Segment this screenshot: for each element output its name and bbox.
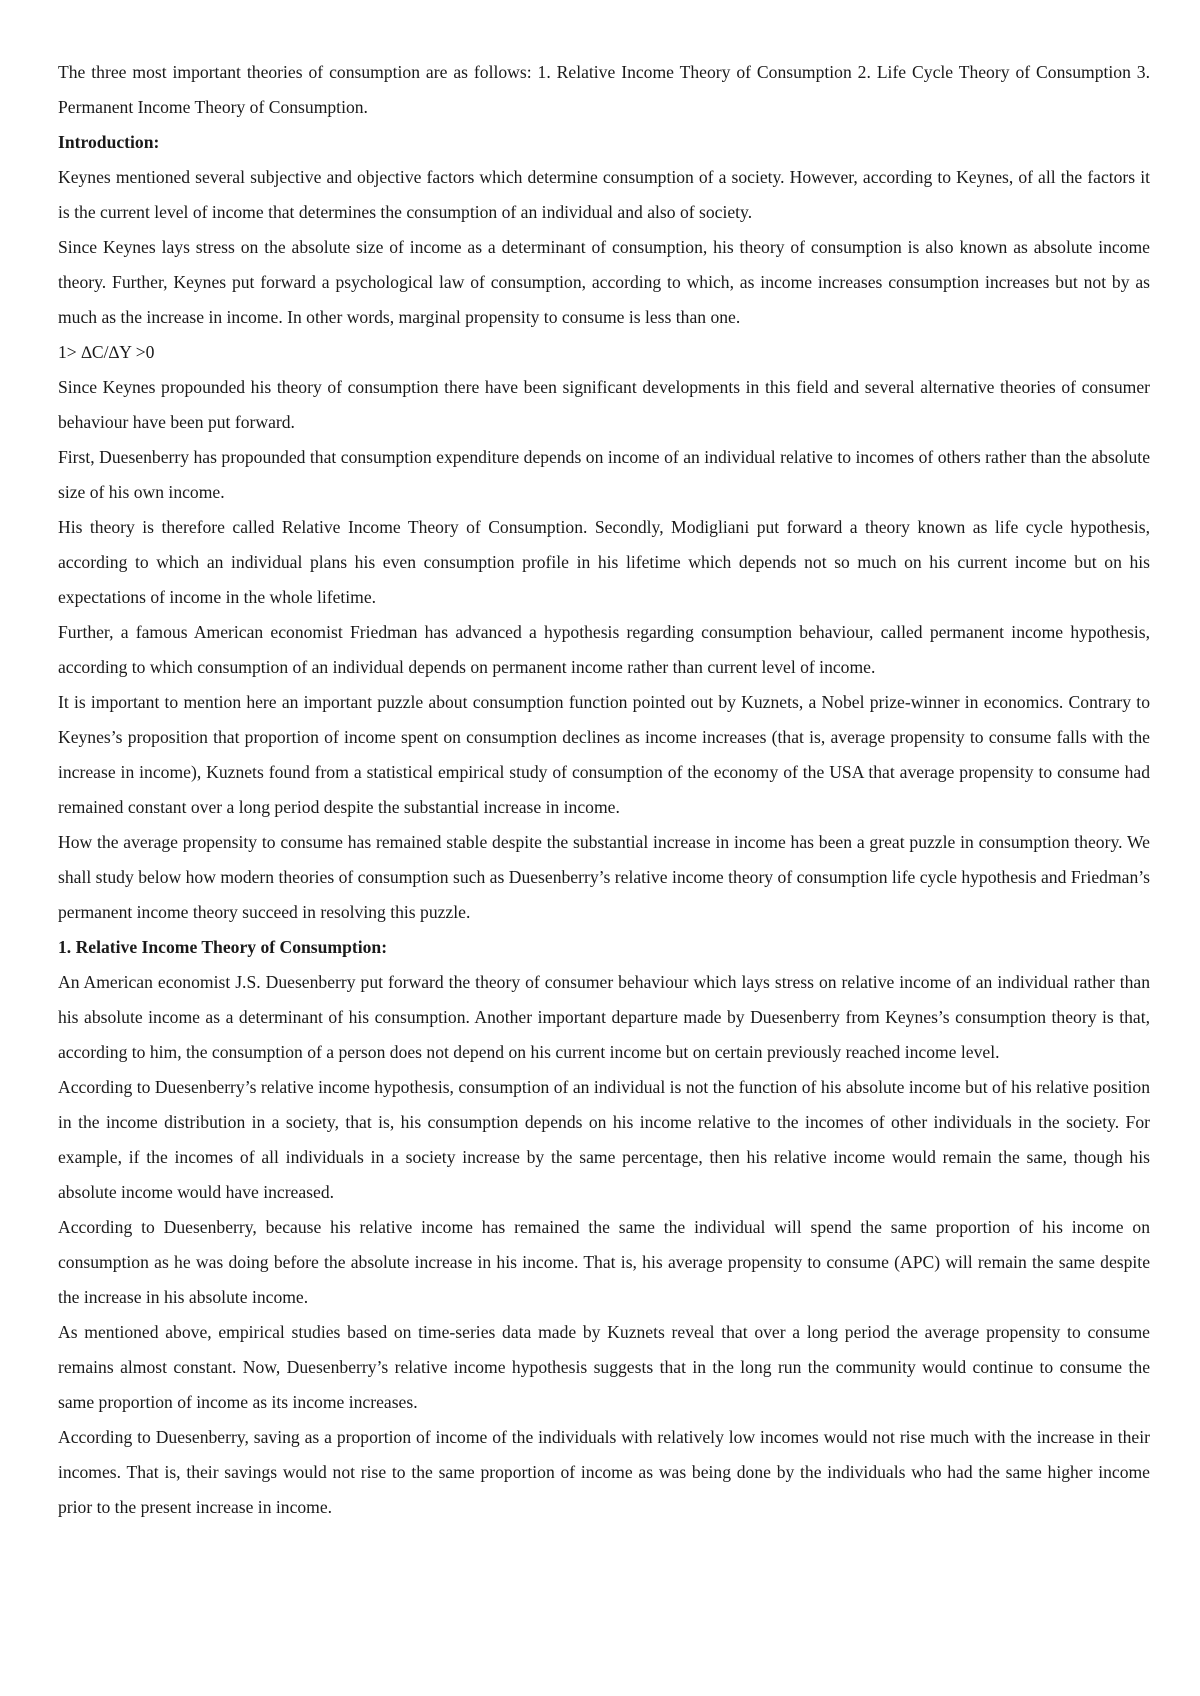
paragraph-3: Since Keynes propounded his theory of consumption there have been significant developments in this field and several alternative theories of consumer behaviour have been put forward. [58, 377, 1150, 432]
paragraph-5: His theory is therefore called Relative Income Theory of Consumption. Secondly, Modigliani put forward a theory known as life cycle hypothesis, according to which an individual plans his even consumption profile in his lifetime which depends not so much on his current income but on his expectations of income in the whole lifetime. [58, 517, 1150, 607]
paragraph-7: It is important to mention here an important puzzle about consumption function pointed out by Kuznets, a Nobel prize-winner in economics. Contrary to Keynes’s proposition that proportion of income spent on consumption declines as income increases (that is, average propensity to consume falls with the increase in income), Kuznets found from a statistical empirical study of consumption of the economy of the USA that average propensity to consume had remained constant over a long period despite the substantial increase in income. [58, 692, 1150, 817]
paragraph-2: Since Keynes lays stress on the absolute size of income as a determinant of consumption, his theory of consumption is also known as absolute income theory. Further, Keynes put forward a psychological law of consumption, according to which, as income increases consumption increases but not by as much as the increase in income. In other words, marginal propensity to consume is less than one. [58, 237, 1150, 327]
mpc-formula: 1> ∆C/∆Y >0 [58, 342, 155, 362]
paragraph-9: An American economist J.S. Duesenberry put forward the theory of consumer behaviour which lays stress on relative income of an individual rather than his absolute income as a determinant of his consumption. Another important departure made by Duesenberry from Keynes’s consumption theory is that, according to him, the consumption of a person does not depend on his current income but on certain previously reached income level. [58, 972, 1150, 1062]
paragraph-13: According to Duesenberry, saving as a proportion of income of the individuals with relatively low incomes would not rise much with the increase in their incomes. That is, their savings would not rise to the same proportion of income as was being done by the individuals who had the same higher income prior to the present increase in income. [58, 1427, 1150, 1517]
heading-relative-income-theory: 1. Relative Income Theory of Consumption: [58, 937, 388, 957]
paragraph-10: According to Duesenberry’s relative income hypothesis, consumption of an individual is not the function of his absolute income but of his relative position in the income distribution in a society, that is, his consumption depends on his income relative to the incomes of other individuals in the society. For example, if the incomes of all individuals in a society increase by the same percentage, then his relative income would remain the same, though his absolute income would have increased. [58, 1077, 1150, 1202]
intro-paragraph: The three most important theories of consumption are as follows: 1. Relative Income Theory of Consumption 2. Life Cycle Theory of Consumption 3. Permanent Income Theory of Consumption. [58, 62, 1150, 117]
paragraph-11: According to Duesenberry, because his relative income has remained the same the individual will spend the same proportion of his income on consumption as he was doing before the absolute increase in his income. That is, his average propensity to consume (APC) will remain the same despite the increase in his absolute income. [58, 1217, 1150, 1307]
heading-introduction: Introduction: [58, 132, 160, 152]
paragraph-1: Keynes mentioned several subjective and objective factors which determine consumption of a society. However, according to Keynes, of all the factors it is the current level of income that determines the consumption of an individual and also of society. [58, 167, 1150, 222]
document-page [58, 55, 1150, 1525]
paragraph-4: First, Duesenberry has propounded that consumption expenditure depends on income of an individual relative to incomes of others rather than the absolute size of his own income. [58, 447, 1150, 502]
paragraph-6: Further, a famous American economist Friedman has advanced a hypothesis regarding consumption behaviour, called permanent income hypothesis, according to which consumption of an individual depends on permanent income rather than current level of income. [58, 622, 1150, 677]
paragraph-12: As mentioned above, empirical studies based on time-series data made by Kuznets reveal that over a long period the average propensity to consume remains almost constant. Now, Duesenberry’s relative income hypothesis suggests that in the long run the community would continue to consume the same proportion of income as its income increases. [58, 1322, 1150, 1412]
paragraph-8: How the average propensity to consume has remained stable despite the substantial increase in income has been a great puzzle in consumption theory. We shall study below how modern theories of consumption such as Duesenberry’s relative income theory of consumption life cycle hypothesis and Friedman’s permanent income theory succeed in resolving this puzzle. [58, 832, 1150, 922]
